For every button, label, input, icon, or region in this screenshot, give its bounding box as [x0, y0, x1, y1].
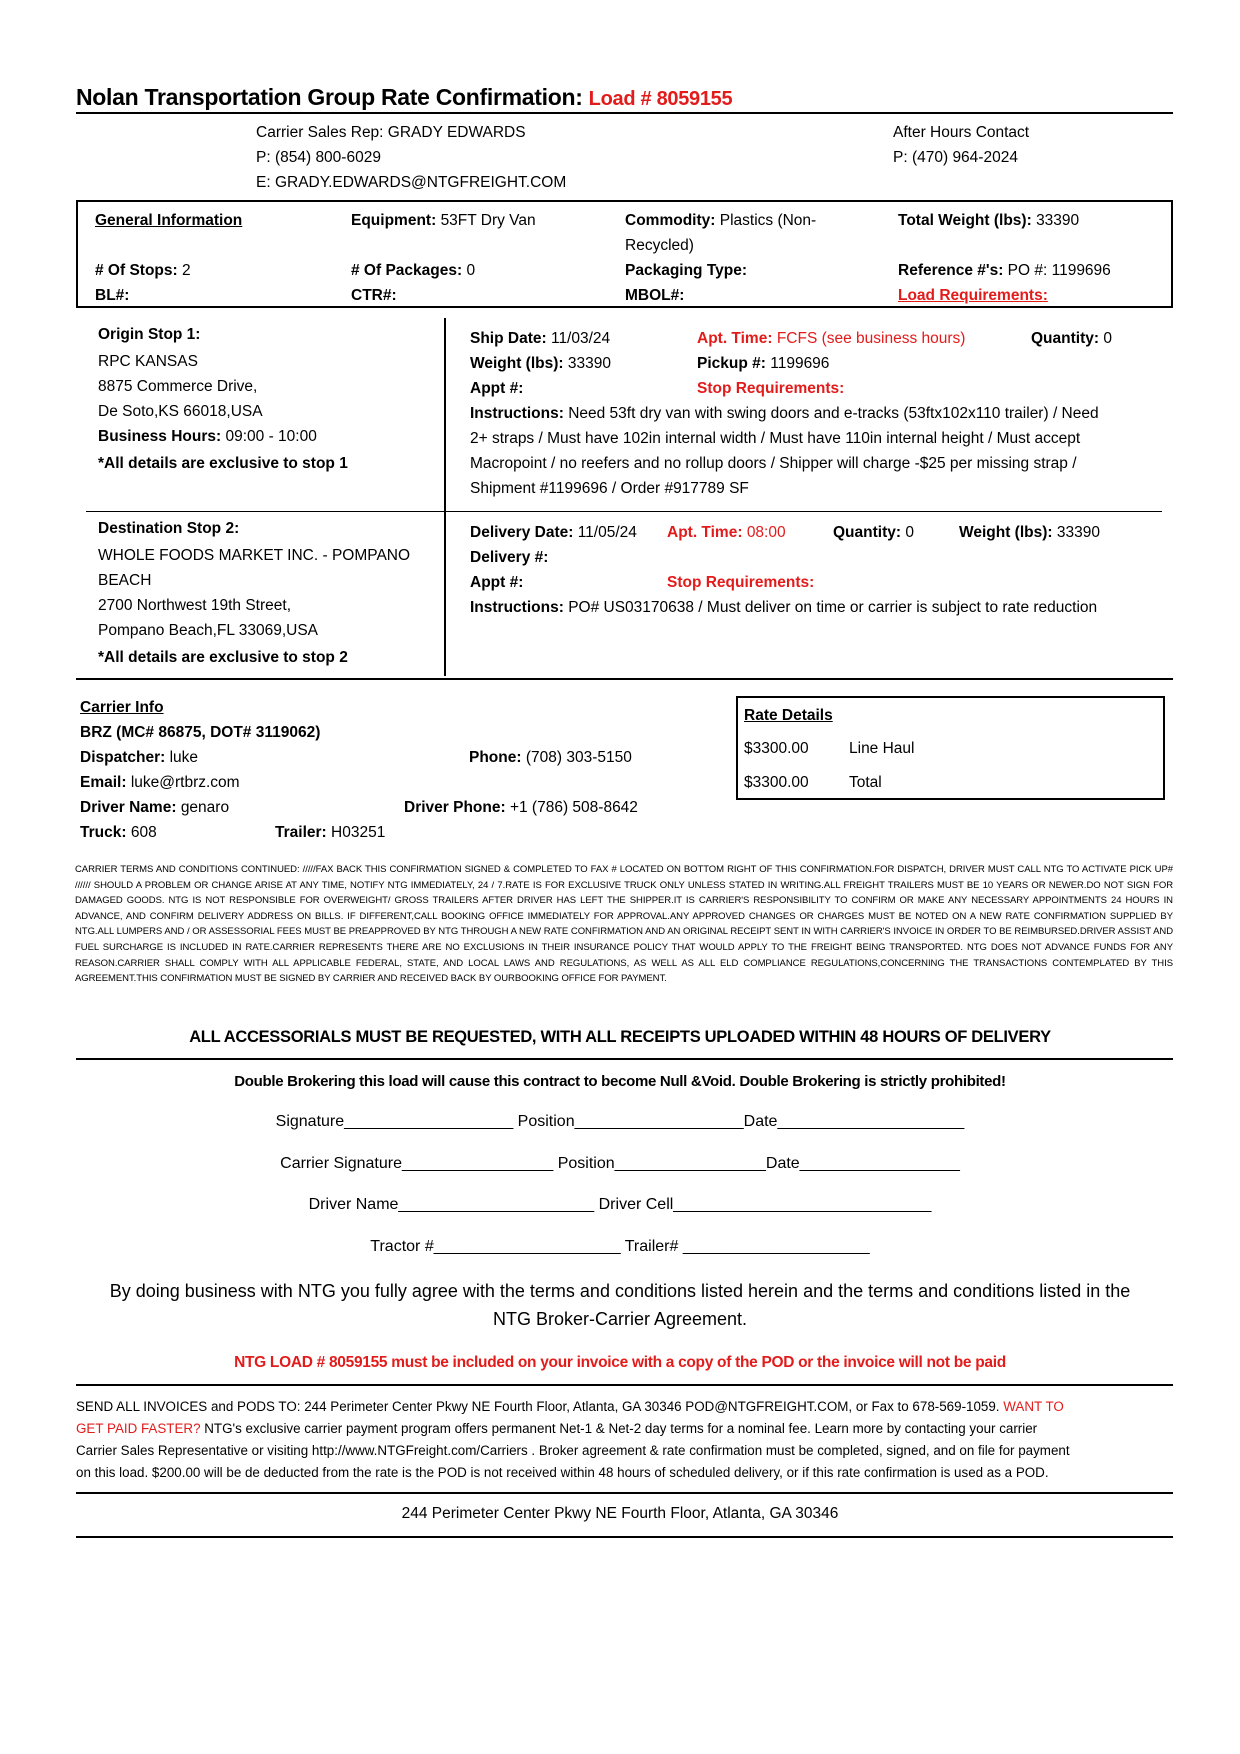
pickup-value: 1199696	[770, 355, 830, 372]
after-hours-block	[893, 120, 1029, 170]
trailer-field	[275, 820, 385, 845]
origin-stop-requirements[interactable]: Stop Requirements:	[697, 380, 845, 397]
trailer-label: Trailer:	[275, 824, 327, 841]
origin-city: De Soto,KS 66018,USA	[98, 403, 263, 420]
driver-name-label: Driver Name:	[80, 799, 177, 816]
packages-field	[351, 258, 475, 283]
origin-instr-line-3: Macropoint / no reefers and no rollup doors / Shipper will charge -$25 per missing strap /	[470, 455, 1077, 472]
rate-details-box	[736, 696, 1165, 800]
origin-quantity	[1031, 326, 1112, 351]
signature-line-2[interactable]: Carrier Signature_________________ Position_________________Date__________________	[280, 1155, 960, 1172]
footer-divider-bottom	[76, 1536, 1173, 1538]
truck-value: 608	[130, 824, 157, 841]
footer-address: 244 Perimeter Center Pkwy NE Fourth Floor, Atlanta, GA 30346	[401, 1505, 839, 1522]
footer-payment-info	[76, 1396, 1176, 1484]
signature-line-3[interactable]: Driver Name______________________ Driver Cell_____________________________	[308, 1196, 932, 1213]
want-to-text: WANT TO	[1003, 1399, 1064, 1414]
destination-appt-label: Appt #:	[470, 574, 524, 591]
carrier-email-value: luke@rtbrz.com	[130, 774, 240, 791]
carrier-phone-value: (708) 303-5150	[525, 749, 632, 766]
origin-weight-label: Weight (lbs):	[470, 355, 564, 372]
delivery-date-label: Delivery Date:	[470, 524, 574, 541]
agreement-text	[0, 1277, 1240, 1333]
driver-phone-value: +1 (786) 508-8642	[509, 799, 638, 816]
bl-label: BL#:	[95, 287, 130, 304]
after-hours-phone: P: (470) 964-2024	[893, 149, 1018, 166]
agreement-line-2: NTG Broker-Carrier Agreement.	[492, 1309, 748, 1329]
stops-label: # Of Stops:	[95, 262, 178, 279]
packages-value: 0	[466, 262, 476, 279]
destination-apt-label: Apt. Time:	[667, 524, 743, 541]
truck-label: Truck:	[80, 824, 127, 841]
destination-name-2: BEACH	[98, 572, 152, 589]
total-label: Total	[849, 774, 882, 791]
carrier-phone-field	[469, 745, 632, 770]
commodity-value-1: Plastics (Non-	[719, 212, 817, 229]
carrier-terms: CARRIER TERMS AND CONDITIONS CONTINUED: /////FAX BACK THIS CONFIRMATION SIGNED & COMPLETED TO FAX # LOCATED ON BOTTOM RIGHT OF THIS CONFIRMATION.FOR DISPATCH, DRIVER MUST CALL NTG TO ACTIVATE PICK UP# ////// SHOULD A PROBLEM OR CHANGE ARISE AT ANY TIME, NOTIFY NTG IMMEDIATELY, 24 / 7.RATE IS FOR EXCLUSIVE TRUCK ONLY UNLESS STATED IN WRITING.ALL FREIGHT TRAILERS MUST BE 10 YEARS OR NEWER.DO NOT SIGN FOR DAMAGED GOODS. NTG IS NOT RESPONSIBLE FOR OVERWEIGHT/ GROSS TRAILERS AFTER DRIVER HAS LEFT THE SHIPPER.IT IS CARRIER'S RESPONSIBILITY TO CONFIRM OR MAKE ANY NECESSARY APPOINTMENTS 24 HOURS IN ADVANCE, AND CONFIRM DELIVERY ADDRESS ON BILLS. IF DIFFERENT,CALL BOOKING OFFICE IMMEDIATELY FOR APPROVAL.ANY APPROVED CHANGES OR CHARGES MUST BE NOTED ON A NEW RATE CONFIRMATION SUPPLIED BY NTG.ALL LUMPERS AND / OR ASSESSORIAL FEES MUST BE PREAPPROVED BY NTG THROUGH A NEW RATE CONFIRMATION AND AN ORIGINAL RECEIPT SENT IN WITH CARRIER'S INVOICE IN ORDER TO BE REIMBURSED.DRIVER ASSIST AND FUEL SURCHARGE IS INCLUDED IN RATE.CARRIER REPRESENTS THERE ARE NO EXCLUSIONS IN THEIR INSURANCE POLICY THAT WOULD APPLY TO THE FREIGHT BEING TRANSPORTED. NTG DOES NOT ADVANCE FUNDS FOR ANY REASON.CARRIER SHALL COMPLY WITH ALL APPLICABLE FEDERAL, STATE, AND LOCAL LAWS AND REGULATIONS, AS WELL AS ALL ELD COMPLIANCE REGULATIONS,CONCERNING THE TRANSACTIONS CONTEMPLATED BY THIS AGREEMENT.THIS CONFIRMATION MUST BE SIGNED BY CARRIER AND RECEIVED BACK BY OURBOOKING OFFICE FOR PAYMENT.	[75, 864, 1173, 985]
carrier-email-field	[80, 770, 240, 795]
destination-exclusive-note: *All details are exclusive to stop 2	[98, 649, 348, 666]
rate-details-heading: Rate Details	[744, 707, 833, 724]
destination-weight-label: Weight (lbs):	[959, 524, 1053, 541]
truck-field	[80, 820, 157, 845]
total-weight-field	[898, 208, 1079, 233]
pickup-label: Pickup #:	[697, 355, 766, 372]
origin-hours-value: 09:00 - 10:00	[225, 428, 317, 445]
stops-value: 2	[181, 262, 191, 279]
delivery-date-value: 11/05/24	[577, 524, 637, 541]
commodity-field	[625, 208, 816, 258]
load-number: Load # 8059155	[588, 88, 733, 110]
destination-instr-label: Instructions:	[470, 599, 564, 616]
packages-label: # Of Packages:	[351, 262, 463, 279]
footer-line-3: Carrier Sales Representative or visiting http://www.NTGFreight.com/Carriers . Broker agreement & rate confirmation must be completed, signed, and on file for payment	[76, 1443, 1070, 1458]
dispatcher-label: Dispatcher:	[80, 749, 166, 766]
origin-instr-line-2: 2+ straps / Must have 102in internal width / Must have 110in internal height / Must accept	[470, 430, 1081, 447]
destination-qty-label: Quantity:	[833, 524, 902, 541]
ship-date-value: 11/03/24	[550, 330, 611, 347]
load-requirements-link[interactable]: Load Requirements:	[898, 287, 1048, 304]
equipment-label: Equipment:	[351, 212, 437, 229]
carrier-email-label: Email:	[80, 774, 127, 791]
origin-qty-value: 0	[1103, 330, 1112, 347]
carrier-info-heading: Carrier Info	[80, 699, 164, 716]
origin-pickup	[697, 351, 829, 376]
signature-line-1[interactable]: Signature___________________ Position___________________Date_____________________	[275, 1113, 965, 1130]
invoice-notice: NTG LOAD # 8059155 must be included on your invoice with a copy of the POD or the invoice will not be paid	[234, 1354, 1006, 1371]
sales-rep-block	[256, 120, 566, 195]
destination-stop-block	[98, 516, 443, 670]
delivery-number-label: Delivery #:	[470, 549, 549, 566]
origin-heading: Origin Stop 1:	[98, 326, 201, 343]
payment-program-text: NTG's exclusive carrier payment program offers permanent Net-1 & Net-2 day terms for a nominal fee. Learn more by contacting your carrier	[204, 1421, 1038, 1436]
ship-date-label: Ship Date:	[470, 330, 547, 347]
destination-name-1: WHOLE FOODS MARKET INC. - POMPANO	[98, 547, 411, 564]
origin-instr-text-1: Need 53ft dry van with swing doors and e-tracks (53ftx102x110 trailer) / Need	[568, 405, 1099, 422]
dispatcher-value: luke	[169, 749, 199, 766]
double-brokering-notice: Double Brokering this load will cause this contract to become Null &Void. Double Brokering is strictly prohibited!	[234, 1073, 1006, 1090]
total-weight-value: 33390	[1036, 212, 1080, 229]
footer-line-1	[76, 1396, 1176, 1418]
total-amount: $3300.00	[744, 774, 809, 791]
commodity-label: Commodity:	[625, 212, 716, 229]
total-weight-label: Total Weight (lbs):	[898, 212, 1032, 229]
origin-instr-label: Instructions:	[470, 405, 564, 422]
dispatcher-field	[80, 745, 198, 770]
origin-ship-date	[470, 326, 610, 351]
origin-instr-line-4: Shipment #1199696 / Order #917789 SF	[470, 480, 749, 497]
agreement-line-1: By doing business with NTG you fully agree with the terms and conditions listed herein and the terms and conditions listed in the	[109, 1281, 1131, 1301]
footer-line-2	[76, 1418, 1176, 1440]
driver-name-value: genaro	[180, 799, 230, 816]
delivery-date	[470, 520, 637, 545]
origin-hours-label: Business Hours:	[98, 428, 222, 445]
page-title	[76, 84, 732, 111]
send-invoices-text: SEND ALL INVOICES and PODS TO: 244 Perimeter Center Pkwy NE Fourth Floor, Atlanta, GA 30346 POD@NTGFREIGHT.COM, or Fax to 678-569-1059.	[76, 1399, 1000, 1414]
origin-weight	[470, 351, 611, 376]
general-info-heading: General Information	[95, 212, 243, 229]
origin-name: RPC KANSAS	[98, 353, 198, 370]
equipment-field	[351, 208, 536, 233]
origin-instr-line-1	[470, 401, 1170, 426]
origin-weight-value: 33390	[567, 355, 611, 372]
destination-heading: Destination Stop 2:	[98, 520, 240, 537]
mbol-label: MBOL#:	[625, 287, 685, 304]
driver-phone-field	[404, 795, 638, 820]
destination-stop-requirements[interactable]: Stop Requirements:	[667, 574, 815, 591]
stops-field	[95, 258, 191, 283]
sales-rep-phone: P: (854) 800-6029	[256, 149, 381, 166]
general-info-box	[76, 200, 1173, 308]
origin-exclusive-note: *All details are exclusive to stop 1	[98, 455, 348, 472]
equipment-value: 53FT Dry Van	[440, 212, 536, 229]
driver-name-field	[80, 795, 229, 820]
destination-weight	[959, 520, 1100, 545]
origin-appt-label: Appt #:	[470, 380, 524, 397]
destination-instructions	[470, 595, 1170, 620]
origin-hours	[98, 424, 438, 449]
origin-qty-label: Quantity:	[1031, 330, 1100, 347]
reference-field	[898, 258, 1111, 283]
line-haul-amount: $3300.00	[744, 740, 809, 757]
origin-apt-value: FCFS (see business hours)	[776, 330, 966, 347]
destination-apt-time	[667, 520, 786, 545]
origin-street: 8875 Commerce Drive,	[98, 378, 258, 395]
sales-rep-name: Carrier Sales Rep: GRADY EDWARDS	[256, 124, 526, 141]
signature-line-4[interactable]: Tractor #_____________________ Trailer# _____________________	[370, 1238, 870, 1255]
get-paid-faster-link[interactable]: GET PAID FASTER?	[76, 1421, 201, 1436]
destination-street: 2700 Northwest 19th Street,	[98, 597, 292, 614]
footer-line-4: on this load. $200.00 will be de deducted from the rate is the POD is not received within 48 hours of scheduled delivery, or if this rate confirmation is used as a POD.	[76, 1465, 1049, 1480]
destination-weight-value: 33390	[1056, 524, 1100, 541]
destination-qty-value: 0	[905, 524, 914, 541]
origin-apt-time	[697, 326, 965, 351]
packaging-type-label: Packaging Type:	[625, 262, 748, 279]
stops-bottom-divider	[76, 678, 1173, 680]
destination-quantity	[833, 520, 914, 545]
after-hours-label: After Hours Contact	[893, 124, 1030, 141]
accessorials-notice: ALL ACCESSORIALS MUST BE REQUESTED, WITH ALL RECEIPTS UPLOADED WITHIN 48 HOURS OF DELIVERY	[189, 1028, 1051, 1046]
title-divider	[76, 112, 1173, 114]
origin-stop-block	[98, 322, 438, 476]
origin-instructions	[470, 401, 1170, 501]
destination-instr-text: PO# US03170638 / Must deliver on time or carrier is subject to rate reduction	[568, 599, 1098, 616]
driver-phone-label: Driver Phone:	[404, 799, 506, 816]
footer-divider-top	[76, 1492, 1173, 1494]
reference-value: PO #: 1199696	[1007, 262, 1111, 279]
carrier-phone-label: Phone:	[469, 749, 522, 766]
line-haul-label: Line Haul	[849, 740, 915, 757]
stops-horizontal-divider	[86, 511, 1162, 512]
destination-city: Pompano Beach,FL 33069,USA	[98, 622, 319, 639]
stops-vertical-divider	[444, 318, 446, 676]
accessorials-divider	[76, 1058, 1173, 1060]
destination-apt-value: 08:00	[746, 524, 786, 541]
sales-rep-email: E: GRADY.EDWARDS@NTGFREIGHT.COM	[256, 174, 567, 191]
document-title: Nolan Transportation Group Rate Confirmation:	[76, 84, 583, 110]
invoice-divider	[76, 1384, 1173, 1386]
commodity-value-2: Recycled)	[625, 237, 694, 254]
reference-label: Reference #'s:	[898, 262, 1004, 279]
ctr-label: CTR#:	[351, 287, 397, 304]
trailer-value: H03251	[331, 824, 386, 841]
carrier-name: BRZ (MC# 86875, DOT# 3119062)	[80, 724, 321, 741]
origin-apt-label: Apt. Time:	[697, 330, 773, 347]
